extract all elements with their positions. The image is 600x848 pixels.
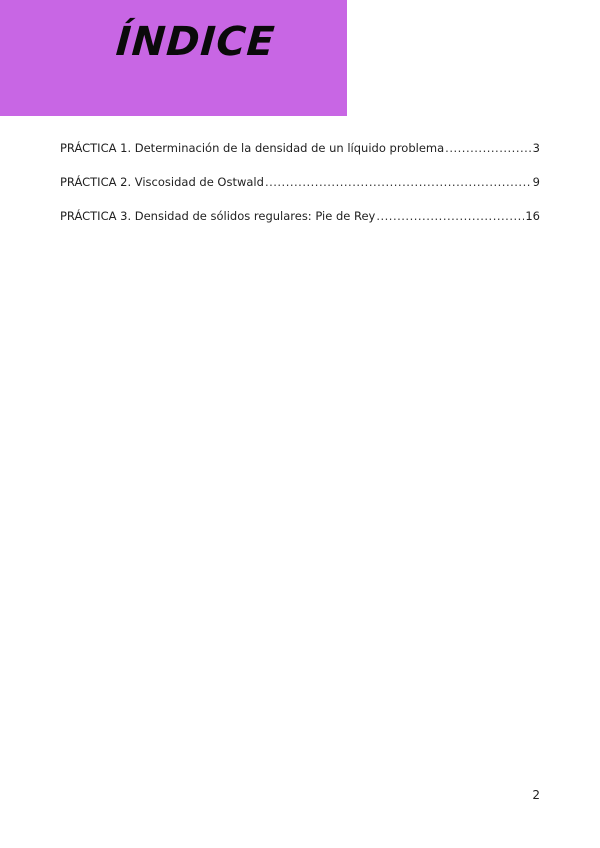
toc-entry-practica-1[interactable] — [60, 141, 540, 175]
dot-leader — [445, 141, 532, 155]
toc-entry-label: PRÁCTICA 3. Densidad de sólidos regulares: Pie de Rey — [60, 209, 376, 223]
page-title: ÍNDICE — [114, 19, 277, 65]
toc-entry-practica-2[interactable] — [60, 175, 540, 209]
dot-leader — [265, 175, 532, 189]
toc-entry-page: 3 — [532, 141, 540, 155]
toc-entry-label: PRÁCTICA 2. Viscosidad de Ostwald — [60, 175, 264, 189]
toc-entry-page: 16 — [525, 209, 540, 223]
toc-entry-practica-3[interactable] — [60, 209, 540, 243]
toc-entry-page: 9 — [532, 175, 540, 189]
page-number: 2 — [532, 788, 540, 802]
table-of-contents — [60, 141, 540, 243]
toc-entry-label: PRÁCTICA 1. Determinación de la densidad de un líquido problema — [60, 141, 445, 155]
dot-leader — [376, 209, 524, 223]
